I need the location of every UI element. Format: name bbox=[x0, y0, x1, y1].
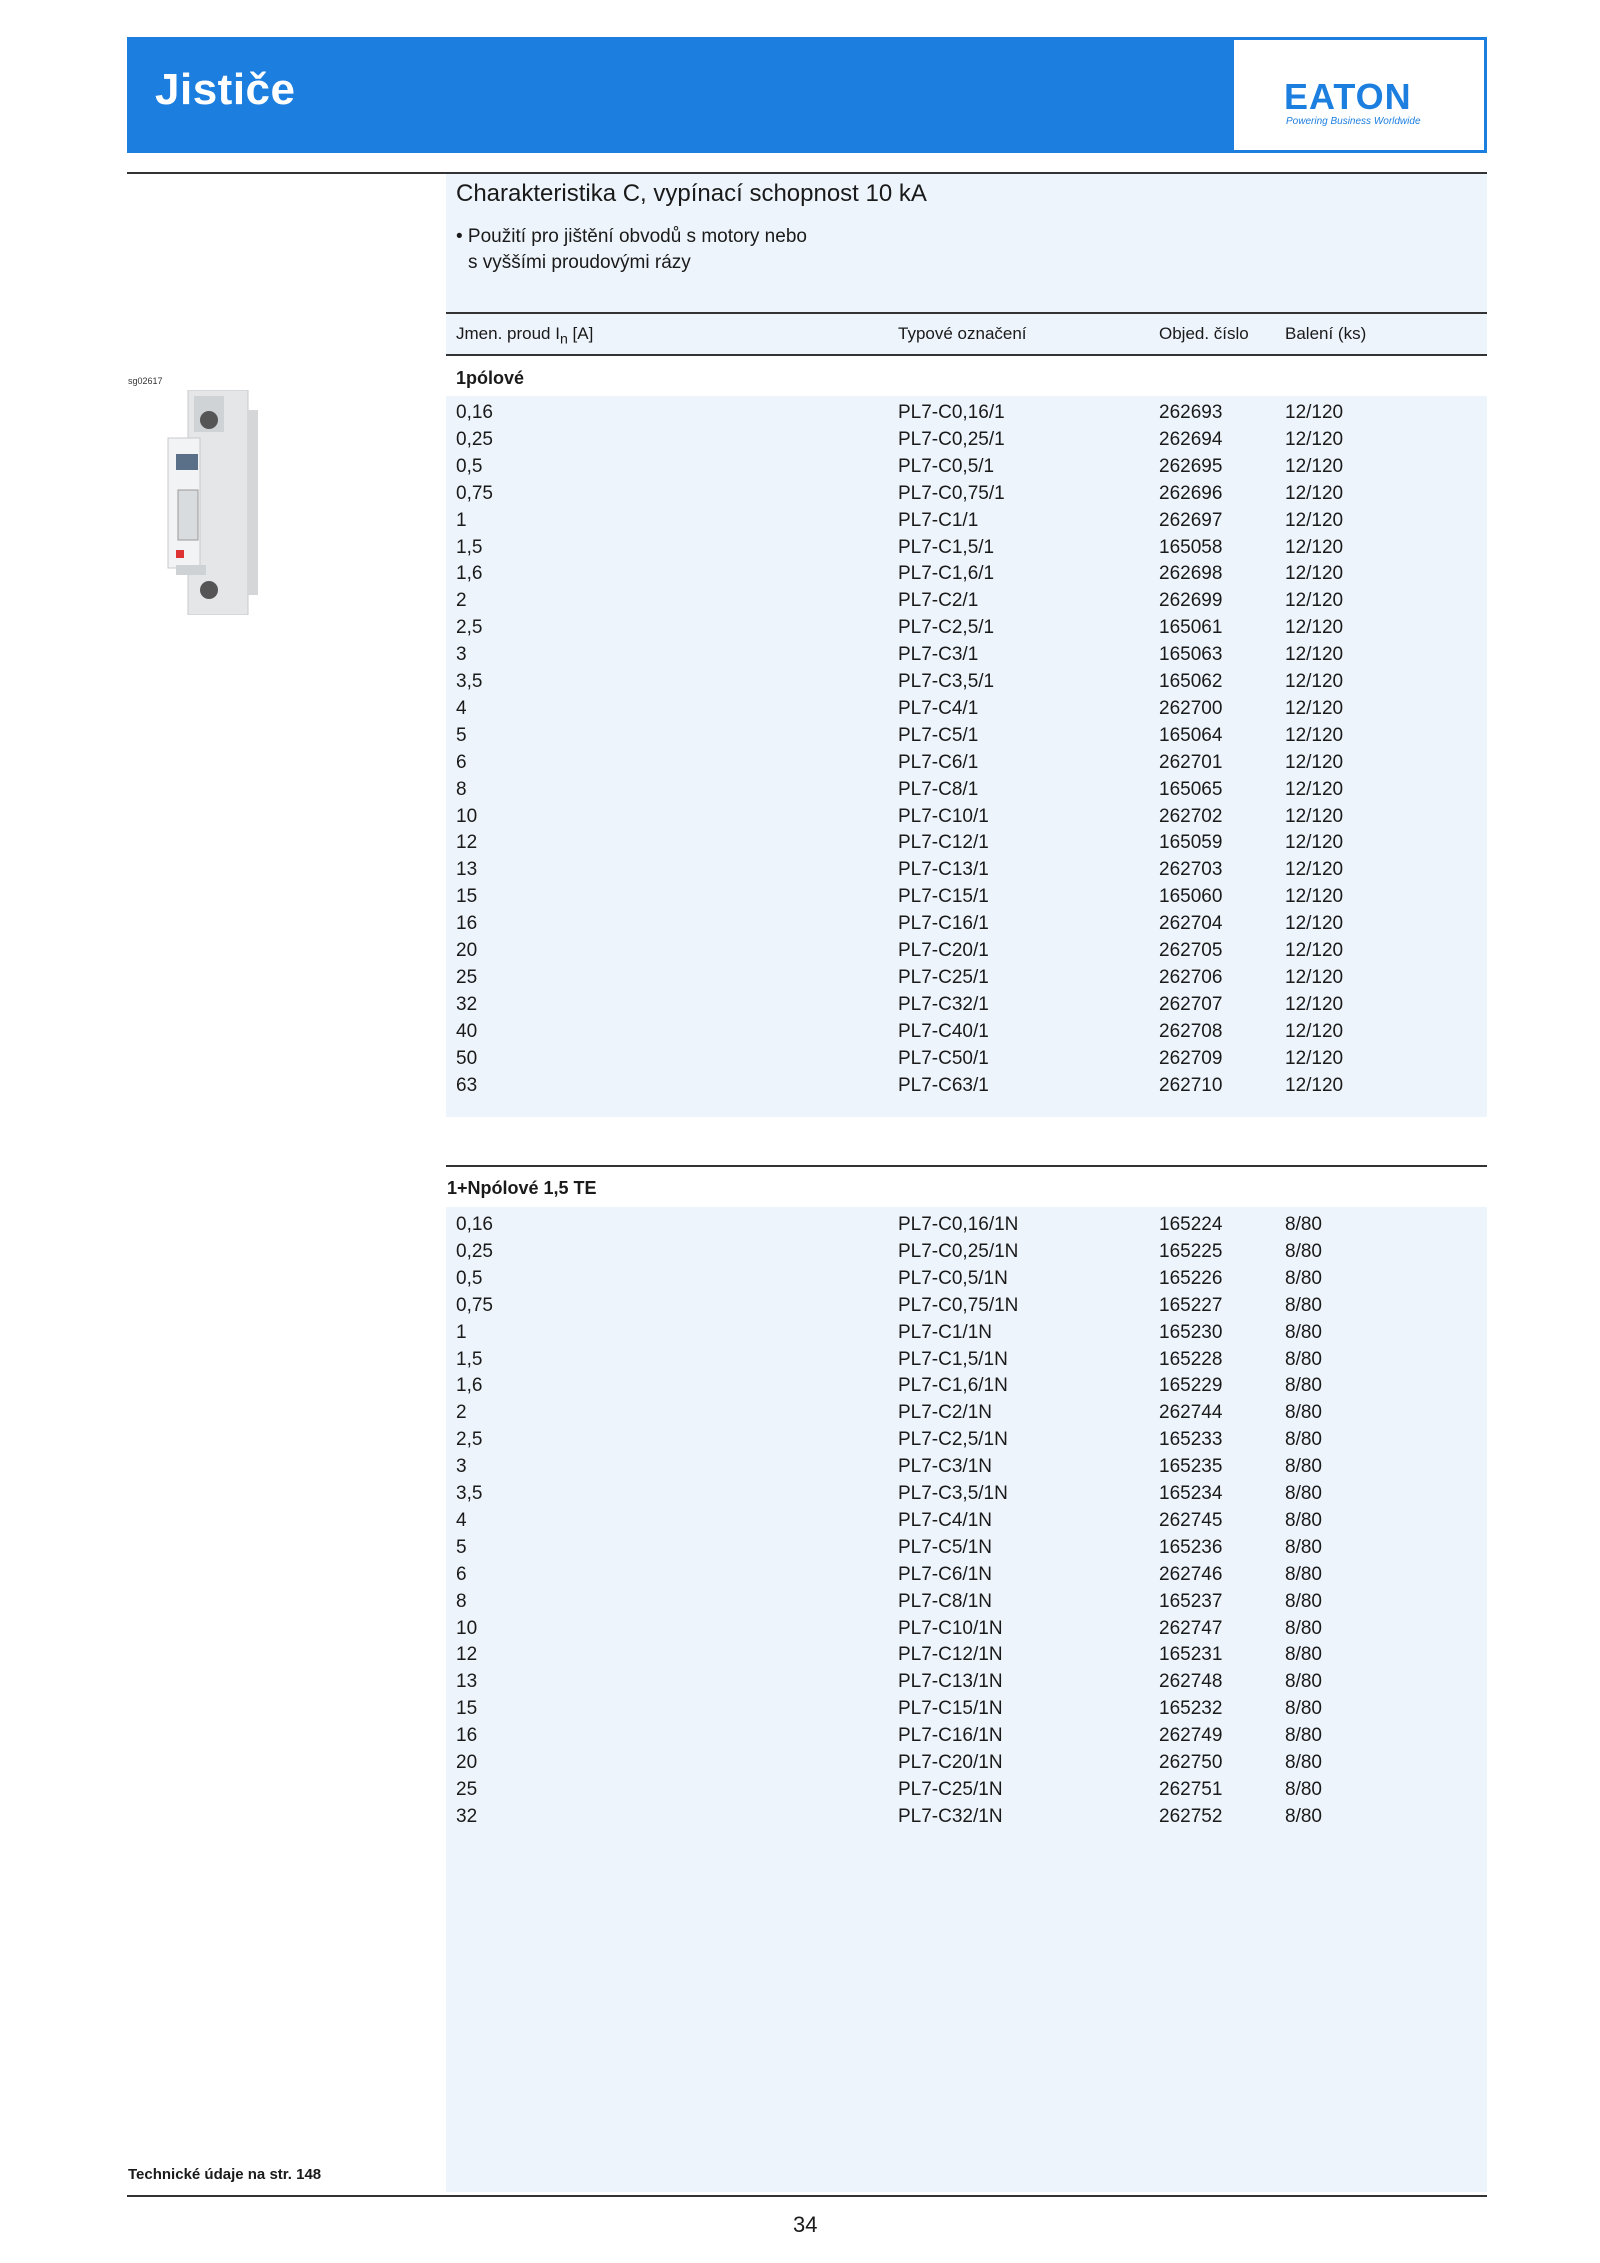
rated-current-cell: 12 bbox=[456, 1644, 478, 1666]
order-number-cell: 165229 bbox=[1159, 1375, 1223, 1397]
pack-cell: 12/120 bbox=[1285, 886, 1344, 908]
pack-cell: 8/80 bbox=[1285, 1214, 1322, 1235]
rated-current-cell: 3 bbox=[456, 644, 467, 666]
order-number-cell: 165058 bbox=[1159, 536, 1223, 558]
order-number-cell: 262748 bbox=[1159, 1671, 1223, 1693]
eaton-logo bbox=[1234, 40, 1484, 150]
pack-cell: 12/120 bbox=[1285, 455, 1344, 477]
type-cell: PL7-C10/1N bbox=[898, 1617, 1003, 1639]
pack-cell: 12/120 bbox=[1285, 697, 1344, 719]
group-label-1npole: 1+Npólové 1,5 TE bbox=[447, 1178, 597, 1198]
usage-note bbox=[456, 224, 807, 276]
rated-current-cell: 1 bbox=[456, 509, 467, 531]
rated-current-cell: 2,5 bbox=[456, 617, 483, 639]
pack-cell: 8/80 bbox=[1285, 1644, 1322, 1666]
col-head-order-no: Objed. číslo bbox=[1159, 324, 1249, 343]
type-cell: PL7-C20/1 bbox=[898, 940, 989, 961]
rated-current-cell: 40 bbox=[456, 1020, 478, 1042]
type-cell: PL7-C32/1N bbox=[898, 1805, 1003, 1827]
rated-current-cell: 6 bbox=[456, 751, 467, 773]
footer-note: Technické údaje na str. 148 bbox=[128, 2166, 322, 2183]
order-number-cell: 262752 bbox=[1159, 1805, 1223, 1827]
pack-cell: 8/80 bbox=[1285, 1617, 1322, 1639]
col-head-rated-current-unit: [A] bbox=[567, 324, 594, 343]
type-cell: PL7-C25/1N bbox=[898, 1778, 1003, 1800]
rated-current-cell: 1,5 bbox=[456, 536, 483, 558]
rated-current-cell: 0,75 bbox=[456, 482, 493, 504]
rated-current-cell: 5 bbox=[456, 1536, 467, 1558]
order-number-cell: 165064 bbox=[1159, 724, 1223, 746]
order-number-cell: 262704 bbox=[1159, 913, 1223, 935]
order-number-cell: 165228 bbox=[1159, 1348, 1223, 1370]
pack-cell: 8/80 bbox=[1285, 1778, 1322, 1800]
order-number-cell: 165065 bbox=[1159, 778, 1223, 800]
rated-current-cell: 3,5 bbox=[456, 671, 483, 692]
rated-current-cell: 4 bbox=[456, 1509, 467, 1531]
type-cell: PL7-C0,75/1 bbox=[898, 482, 1005, 504]
type-cell: PL7-C4/1 bbox=[898, 697, 979, 719]
pack-cell: 12/120 bbox=[1285, 1020, 1344, 1042]
order-number-cell: 165237 bbox=[1159, 1590, 1223, 1612]
order-number-cell: 262747 bbox=[1159, 1617, 1223, 1639]
pack-cell: 12/120 bbox=[1285, 724, 1344, 746]
order-number-cell: 165059 bbox=[1159, 832, 1223, 854]
type-cell: PL7-C2/1N bbox=[898, 1402, 992, 1424]
type-cell: PL7-C0,5/1 bbox=[898, 455, 995, 477]
usage-note-line1: • Použití pro jištění obvodů s motory nebo bbox=[456, 226, 807, 247]
order-number-cell: 165062 bbox=[1159, 671, 1223, 692]
rated-current-cell: 2 bbox=[456, 1402, 467, 1424]
rated-current-cell: 63 bbox=[456, 1074, 478, 1096]
type-cell: PL7-C13/1 bbox=[898, 859, 989, 881]
type-cell: PL7-C0,75/1N bbox=[898, 1294, 1019, 1316]
type-cell: PL7-C3,5/1N bbox=[898, 1483, 1008, 1504]
rated-current-cell: 1 bbox=[456, 1321, 467, 1343]
order-number-cell: 262749 bbox=[1159, 1725, 1223, 1747]
type-cell: PL7-C1,5/1N bbox=[898, 1348, 1008, 1370]
rated-current-cell: 25 bbox=[456, 1778, 478, 1800]
rated-current-cell: 15 bbox=[456, 1698, 478, 1720]
type-cell: PL7-C0,16/1 bbox=[898, 402, 1005, 423]
pack-cell: 12/120 bbox=[1285, 778, 1344, 800]
rated-current-cell: 2 bbox=[456, 590, 467, 612]
order-number-cell: 165234 bbox=[1159, 1483, 1223, 1504]
rated-current-cell: 13 bbox=[456, 1671, 478, 1693]
order-number-cell: 165235 bbox=[1159, 1456, 1223, 1478]
circuit-breaker-image bbox=[158, 390, 278, 615]
type-cell: PL7-C1/1 bbox=[898, 509, 979, 531]
pack-cell: 8/80 bbox=[1285, 1294, 1322, 1316]
type-cell: PL7-C2/1 bbox=[898, 590, 979, 612]
page-title: Jističe bbox=[155, 65, 296, 114]
type-cell: PL7-C0,25/1N bbox=[898, 1240, 1019, 1262]
rated-current-cell: 8 bbox=[456, 778, 467, 800]
pack-cell: 12/120 bbox=[1285, 805, 1344, 827]
order-number-cell: 262746 bbox=[1159, 1563, 1223, 1585]
type-cell: PL7-C0,25/1 bbox=[898, 428, 1005, 450]
col-head-rated-current-label: Jmen. proud I bbox=[456, 324, 560, 343]
rated-current-cell: 3 bbox=[456, 1456, 467, 1478]
pack-cell: 8/80 bbox=[1285, 1752, 1322, 1773]
pack-cell: 8/80 bbox=[1285, 1590, 1322, 1612]
order-number-cell: 262703 bbox=[1159, 859, 1223, 881]
pack-cell: 8/80 bbox=[1285, 1563, 1322, 1585]
rated-current-cell: 0,16 bbox=[456, 402, 493, 423]
type-cell: PL7-C2,5/1N bbox=[898, 1429, 1008, 1451]
pack-cell: 8/80 bbox=[1285, 1483, 1322, 1504]
rated-current-cell: 0,16 bbox=[456, 1214, 493, 1235]
order-number-cell: 262696 bbox=[1159, 482, 1223, 504]
type-cell: PL7-C8/1 bbox=[898, 778, 979, 800]
order-number-cell: 262745 bbox=[1159, 1509, 1223, 1531]
pack-cell: 12/120 bbox=[1285, 644, 1344, 666]
rated-current-cell: 0,5 bbox=[456, 455, 483, 477]
rated-current-cell: 0,25 bbox=[456, 428, 493, 450]
type-cell: PL7-C0,5/1N bbox=[898, 1267, 1008, 1289]
rated-current-cell: 8 bbox=[456, 1590, 467, 1612]
type-cell: PL7-C32/1 bbox=[898, 993, 989, 1015]
order-number-cell: 262706 bbox=[1159, 966, 1223, 988]
pack-cell: 12/120 bbox=[1285, 509, 1344, 531]
type-cell: PL7-C3/1 bbox=[898, 644, 979, 666]
rated-current-cell: 15 bbox=[456, 886, 478, 908]
pack-cell: 8/80 bbox=[1285, 1429, 1322, 1451]
rated-current-cell: 16 bbox=[456, 913, 478, 935]
order-number-cell: 262695 bbox=[1159, 455, 1223, 477]
type-cell: PL7-C16/1N bbox=[898, 1725, 1003, 1747]
type-cell: PL7-C12/1N bbox=[898, 1644, 1003, 1666]
rated-current-cell: 6 bbox=[456, 1563, 467, 1585]
order-number-cell: 165224 bbox=[1159, 1214, 1223, 1235]
pack-cell: 12/120 bbox=[1285, 1074, 1344, 1096]
bottom-rule bbox=[127, 2195, 1487, 2197]
order-number-cell: 165233 bbox=[1159, 1429, 1223, 1451]
page-number: 34 bbox=[793, 2212, 818, 2237]
type-cell: PL7-C2,5/1 bbox=[898, 617, 995, 639]
image-code: sg02617 bbox=[128, 376, 163, 386]
order-number-cell: 262751 bbox=[1159, 1778, 1223, 1800]
order-number-cell: 165226 bbox=[1159, 1267, 1223, 1289]
order-number-cell: 262744 bbox=[1159, 1402, 1223, 1424]
pack-cell: 12/120 bbox=[1285, 1047, 1344, 1069]
order-number-cell: 262698 bbox=[1159, 563, 1223, 585]
pack-cell: 12/120 bbox=[1285, 859, 1344, 881]
type-cell: PL7-C50/1 bbox=[898, 1047, 989, 1069]
pack-cell: 12/120 bbox=[1285, 563, 1344, 585]
order-number-cell: 262699 bbox=[1159, 590, 1223, 612]
rated-current-cell: 16 bbox=[456, 1725, 478, 1747]
pack-cell: 12/120 bbox=[1285, 617, 1344, 639]
order-number-cell: 262710 bbox=[1159, 1074, 1223, 1096]
order-number-cell: 165061 bbox=[1159, 617, 1223, 639]
pack-cell: 8/80 bbox=[1285, 1509, 1322, 1531]
type-cell: PL7-C3,5/1 bbox=[898, 671, 995, 692]
pack-cell: 8/80 bbox=[1285, 1725, 1322, 1747]
order-number-cell: 165231 bbox=[1159, 1644, 1223, 1666]
pack-cell: 8/80 bbox=[1285, 1348, 1322, 1370]
rated-current-cell: 0,75 bbox=[456, 1294, 493, 1316]
rated-current-cell: 3,5 bbox=[456, 1483, 483, 1504]
logo-wordmark: EATON bbox=[1284, 76, 1412, 117]
order-number-cell: 262701 bbox=[1159, 751, 1223, 773]
pack-cell: 12/120 bbox=[1285, 940, 1344, 961]
type-cell: PL7-C1,6/1 bbox=[898, 563, 995, 585]
pack-cell: 12/120 bbox=[1285, 428, 1344, 450]
pack-cell: 12/120 bbox=[1285, 402, 1344, 423]
order-number-cell: 165236 bbox=[1159, 1536, 1223, 1558]
pack-cell: 8/80 bbox=[1285, 1456, 1322, 1478]
rated-current-cell: 13 bbox=[456, 859, 478, 881]
pack-cell: 8/80 bbox=[1285, 1375, 1322, 1397]
order-number-cell: 262705 bbox=[1159, 940, 1223, 961]
rated-current-cell: 4 bbox=[456, 697, 467, 719]
rated-current-cell: 1,6 bbox=[456, 563, 483, 585]
pack-cell: 12/120 bbox=[1285, 832, 1344, 854]
col-head-pack: Balení (ks) bbox=[1285, 324, 1367, 343]
order-number-cell: 165232 bbox=[1159, 1698, 1223, 1720]
rated-current-cell: 25 bbox=[456, 966, 478, 988]
order-number-cell: 165227 bbox=[1159, 1294, 1223, 1316]
type-cell: PL7-C5/1N bbox=[898, 1536, 992, 1558]
rated-current-cell: 32 bbox=[456, 1805, 478, 1827]
type-cell: PL7-C40/1 bbox=[898, 1020, 989, 1042]
pack-cell: 8/80 bbox=[1285, 1321, 1322, 1343]
rated-current-cell: 1,6 bbox=[456, 1375, 483, 1397]
col-head-rated-current bbox=[456, 324, 593, 347]
order-number-cell: 262693 bbox=[1159, 402, 1223, 423]
type-cell: PL7-C12/1 bbox=[898, 832, 989, 854]
type-cell: PL7-C1,6/1N bbox=[898, 1375, 1008, 1397]
type-cell: PL7-C3/1N bbox=[898, 1456, 992, 1478]
order-number-cell: 262709 bbox=[1159, 1047, 1223, 1069]
rated-current-cell: 10 bbox=[456, 1617, 478, 1639]
type-cell: PL7-C6/1 bbox=[898, 751, 979, 773]
pack-cell: 12/120 bbox=[1285, 913, 1344, 935]
type-cell: PL7-C16/1 bbox=[898, 913, 989, 935]
order-number-cell: 165230 bbox=[1159, 1321, 1223, 1343]
pack-cell: 12/120 bbox=[1285, 751, 1344, 773]
group2-label-band bbox=[446, 1167, 1487, 1207]
pack-cell: 12/120 bbox=[1285, 993, 1344, 1015]
pack-cell: 12/120 bbox=[1285, 482, 1344, 504]
order-number-cell: 262702 bbox=[1159, 805, 1223, 827]
type-cell: PL7-C5/1 bbox=[898, 724, 979, 746]
order-number-cell: 165063 bbox=[1159, 644, 1223, 666]
order-number-cell: 262750 bbox=[1159, 1752, 1223, 1773]
rated-current-cell: 20 bbox=[456, 940, 478, 961]
rated-current-cell: 20 bbox=[456, 1752, 478, 1773]
pack-cell: 8/80 bbox=[1285, 1671, 1322, 1693]
type-cell: PL7-C1/1N bbox=[898, 1321, 992, 1343]
pack-cell: 8/80 bbox=[1285, 1536, 1322, 1558]
order-number-cell: 262708 bbox=[1159, 1020, 1223, 1042]
logo-tagline: Powering Business Worldwide bbox=[1286, 116, 1421, 127]
rated-current-cell: 5 bbox=[456, 724, 467, 746]
pack-cell: 12/120 bbox=[1285, 671, 1344, 692]
order-number-cell: 165225 bbox=[1159, 1240, 1223, 1262]
pack-cell: 8/80 bbox=[1285, 1267, 1322, 1289]
order-number-cell: 262700 bbox=[1159, 697, 1223, 719]
order-number-cell: 262707 bbox=[1159, 993, 1223, 1015]
type-cell: PL7-C0,16/1N bbox=[898, 1214, 1019, 1235]
pack-cell: 12/120 bbox=[1285, 966, 1344, 988]
rated-current-cell: 12 bbox=[456, 832, 478, 854]
rated-current-cell: 10 bbox=[456, 805, 478, 827]
type-cell: PL7-C4/1N bbox=[898, 1509, 992, 1531]
type-cell: PL7-C1,5/1 bbox=[898, 536, 995, 558]
type-cell: PL7-C6/1N bbox=[898, 1563, 992, 1585]
pack-cell: 8/80 bbox=[1285, 1240, 1322, 1262]
col-head-rated-current-sub: n bbox=[559, 331, 568, 348]
order-number-cell: 262694 bbox=[1159, 428, 1223, 450]
pack-cell: 12/120 bbox=[1285, 536, 1344, 558]
rated-current-cell: 0,5 bbox=[456, 1267, 483, 1289]
pack-cell: 8/80 bbox=[1285, 1402, 1322, 1424]
pack-cell: 8/80 bbox=[1285, 1698, 1322, 1720]
type-cell: PL7-C10/1 bbox=[898, 805, 989, 827]
usage-note-line2: s vyššími proudovými rázy bbox=[468, 252, 691, 273]
col-head-type: Typové označení bbox=[898, 324, 1027, 343]
group-gap-band bbox=[446, 1117, 1487, 1165]
type-cell: PL7-C25/1 bbox=[898, 966, 989, 988]
group1-label-band bbox=[446, 356, 1487, 396]
type-cell: PL7-C20/1N bbox=[898, 1752, 1003, 1773]
rated-current-cell: 32 bbox=[456, 993, 478, 1015]
group-label-1pole: 1pólové bbox=[456, 368, 525, 388]
header-bar bbox=[127, 37, 1487, 153]
rated-current-cell: 2,5 bbox=[456, 1429, 483, 1451]
order-number-cell: 262697 bbox=[1159, 509, 1223, 531]
section-title: Charakteristika C, vypínací schopnost 10 kA bbox=[456, 180, 927, 207]
rated-current-cell: 1,5 bbox=[456, 1348, 483, 1370]
type-cell: PL7-C15/1 bbox=[898, 886, 989, 908]
pack-cell: 12/120 bbox=[1285, 590, 1344, 612]
rated-current-cell: 0,25 bbox=[456, 1240, 493, 1262]
table-header-rule-top bbox=[446, 312, 1487, 314]
type-cell: PL7-C13/1N bbox=[898, 1671, 1003, 1693]
type-cell: PL7-C15/1N bbox=[898, 1698, 1003, 1720]
type-cell: PL7-C63/1 bbox=[898, 1074, 989, 1096]
pack-cell: 8/80 bbox=[1285, 1805, 1322, 1827]
order-number-cell: 165060 bbox=[1159, 886, 1223, 908]
type-cell: PL7-C8/1N bbox=[898, 1590, 992, 1612]
rated-current-cell: 50 bbox=[456, 1047, 478, 1069]
